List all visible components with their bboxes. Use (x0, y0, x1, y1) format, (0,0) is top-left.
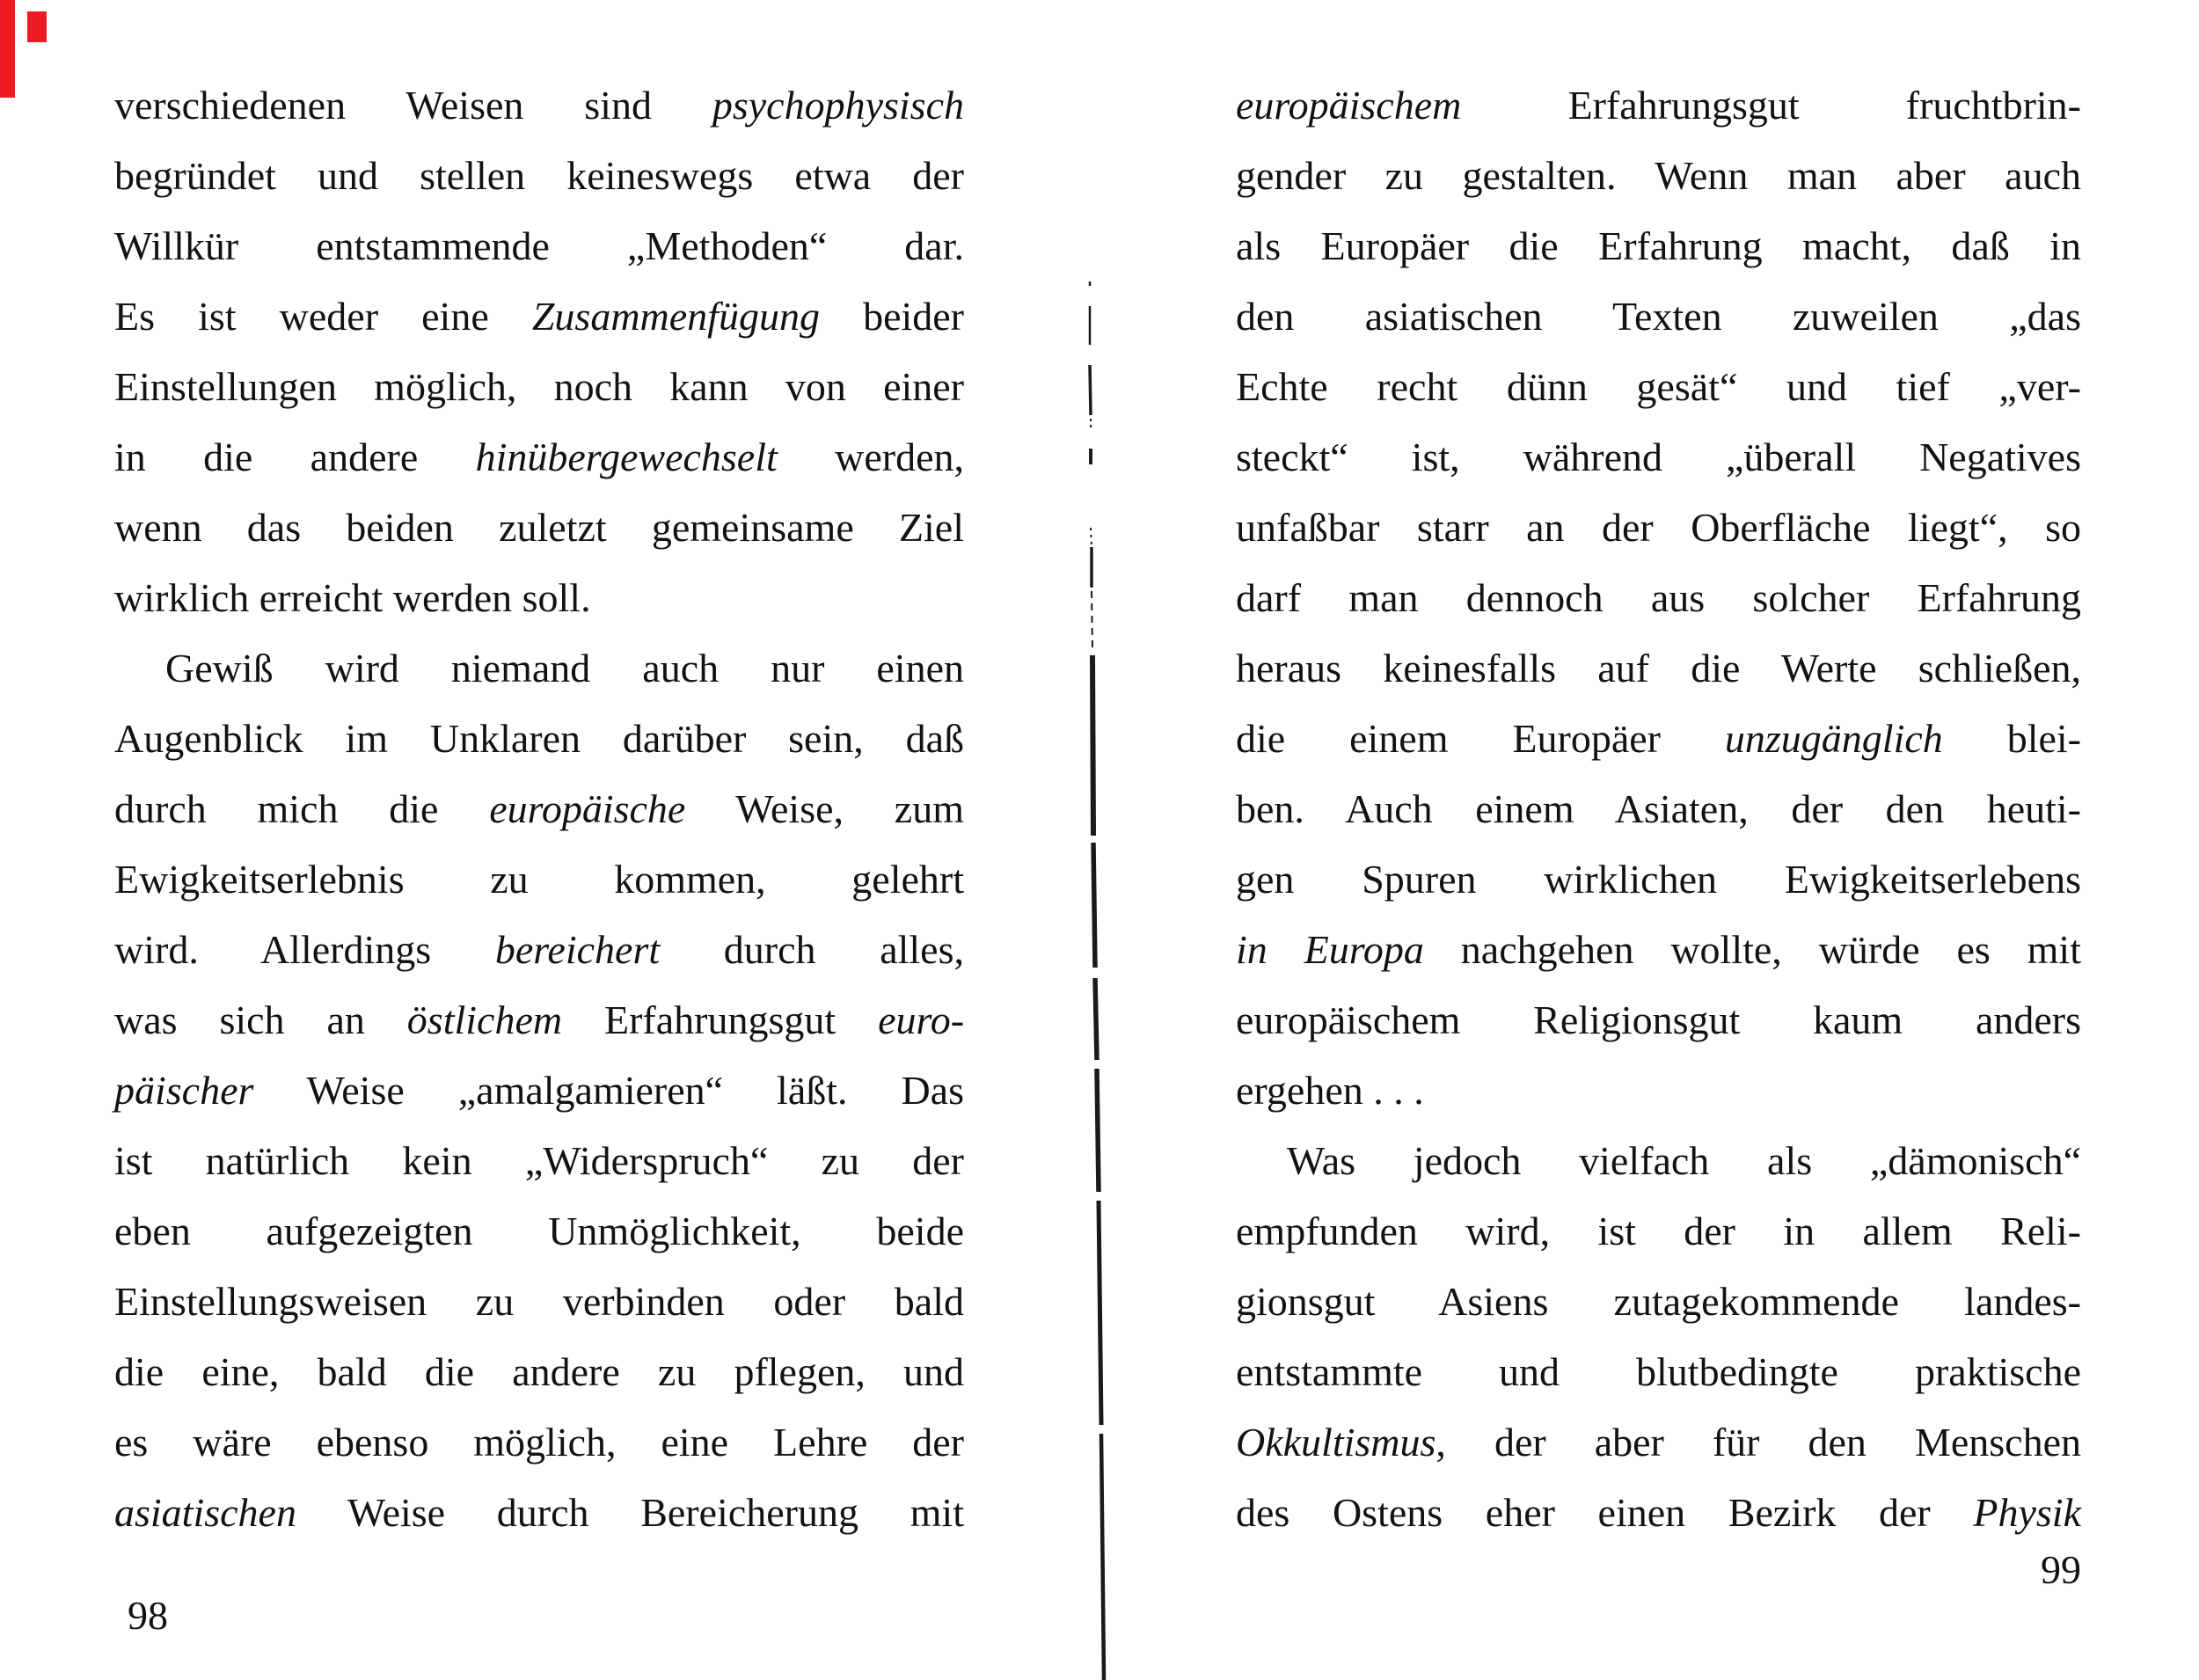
text-run: empfunden wird, ist der in allem Reli- (1236, 1209, 2081, 1253)
italic-text-run: Zusammenfügung (531, 294, 820, 339)
italic-text-run: europäische (489, 786, 686, 831)
text-line (114, 1407, 964, 1478)
text-run: als Europäer die Erfahrung macht, daß in (1236, 223, 2081, 268)
text-run: ergehen . . . (1236, 1068, 1424, 1113)
text-run: die eine, bald die andere zu pflegen, und (114, 1349, 964, 1394)
italic-text-run: Physik (1973, 1490, 2081, 1535)
text-run: europäischem Religionsgut kaum anders (1236, 997, 2081, 1042)
text-run: es wäre ebenso möglich, eine Lehre der (114, 1420, 964, 1465)
text-run: Willkür entstammende „Methoden“ dar. (114, 223, 964, 268)
text-run: Augenblick im Unklaren darüber sein, daß (114, 716, 964, 761)
italic-text-run: psychophysisch (712, 83, 964, 128)
text-run: heraus keinesfalls auf die Werte schließen, (1236, 646, 2081, 690)
text-line (1236, 1055, 2081, 1126)
text-run: durch alles, (660, 927, 964, 972)
text-run: Einstellungsweisen zu verbinden oder bald (114, 1279, 964, 1324)
text-run: , der aber für den Menschen (1436, 1420, 2081, 1465)
text-line (114, 141, 964, 211)
text-run: Erfahrungsgut fruchtbrin- (1461, 83, 2081, 128)
text-line (1236, 352, 2081, 422)
text-line (114, 352, 964, 422)
italic-text-run: asiatischen (114, 1490, 296, 1535)
text-line (1236, 844, 2081, 915)
page-number-98: 98 (128, 1593, 168, 1638)
text-line (1236, 1407, 2081, 1478)
text-line (1236, 1267, 2081, 1337)
text-run: blei- (1942, 716, 2082, 761)
text-run: in die andere (114, 435, 476, 479)
text-run: gender zu gestalten. Wenn man aber auch (1236, 153, 2081, 198)
text-line (114, 422, 964, 493)
text-run: werden, (777, 435, 964, 479)
text-line (114, 563, 964, 633)
text-line (114, 1126, 964, 1196)
text-run: durch mich die (114, 786, 490, 831)
italic-text-run: östlichem (406, 997, 563, 1042)
page-number-99: 99 (2041, 1547, 2081, 1592)
text-run: Es ist weder eine (114, 294, 532, 339)
text-run: begründet und stellen keineswegs etwa der (114, 153, 964, 198)
text-run: Erfahrungsgut (562, 997, 879, 1042)
text-run: ist natürlich kein „Widerspruch“ zu der (114, 1138, 964, 1183)
text-run: verschiedenen Weisen sind (114, 83, 712, 128)
text-line (1236, 1196, 2081, 1267)
text-line (1236, 1478, 2081, 1548)
text-run: wenn das beiden zuletzt gemeinsame Ziel (114, 505, 964, 550)
text-run: Weise, zum (685, 786, 964, 831)
text-run: Gewiß wird niemand auch nur einen (165, 646, 964, 690)
text-run: gen Spuren wirklichen Ewigkeitserlebens (1236, 857, 2081, 902)
text-line (114, 1267, 964, 1337)
text-line (114, 281, 964, 352)
text-line (114, 211, 964, 281)
text-line (1236, 915, 2081, 985)
text-run: darf man dennoch aus solcher Erfahrung (1236, 575, 2081, 620)
text-run: wirklich erreicht werden soll. (114, 575, 591, 620)
text-line (1236, 1337, 2081, 1407)
page-right-text-column (1236, 70, 2081, 1548)
text-run: nachgehen wollte, würde es mit (1423, 927, 2081, 972)
page-fold-line (1080, 264, 1115, 1680)
text-line (1236, 563, 2081, 633)
text-run: Weise „amalgamieren“ läßt. Das (253, 1068, 964, 1113)
text-line (114, 844, 964, 915)
text-run: den asiatischen Texten zuweilen „das (1236, 294, 2081, 339)
text-run: des Ostens eher einen Bezirk der (1236, 1490, 1974, 1535)
italic-text-run: unzugänglich (1724, 716, 1943, 761)
text-run: unfaßbar starr an der Oberfläche liegt“, so (1236, 505, 2081, 550)
red-corner-bar-artifact (0, 0, 15, 98)
text-line (1236, 1126, 2081, 1196)
text-run: was sich an (114, 997, 407, 1042)
italic-text-run: Okkultismus (1236, 1420, 1436, 1465)
text-line (1236, 70, 2081, 141)
text-run: steckt“ ist, während „überall Negatives (1236, 435, 2081, 479)
text-line (114, 633, 964, 704)
text-line (1236, 422, 2081, 493)
text-line (1236, 141, 2081, 211)
text-line (114, 774, 964, 844)
text-line (114, 1478, 964, 1548)
text-line (114, 493, 964, 563)
text-run: gionsgut Asiens zutagekommende landes- (1236, 1279, 2081, 1324)
text-run: Weise durch Bereicherung mit (296, 1490, 964, 1535)
italic-text-run: in Europa (1236, 927, 1424, 972)
text-line (114, 1337, 964, 1407)
text-run: Einstellungen möglich, noch kann von einer (114, 364, 964, 409)
text-line (114, 915, 964, 985)
text-line (1236, 633, 2081, 704)
text-line (1236, 985, 2081, 1055)
text-line (1236, 281, 2081, 352)
page-left-text-column (114, 70, 964, 1548)
italic-text-run: europäischem (1236, 83, 1462, 128)
text-line (1236, 211, 2081, 281)
text-line (114, 1055, 964, 1126)
text-line (114, 985, 964, 1055)
text-run: Was jedoch vielfach als „dämonisch“ (1287, 1138, 2081, 1183)
text-run: beider (819, 294, 964, 339)
italic-text-run: päischer (114, 1068, 254, 1113)
text-run: eben aufgezeigten Unmöglichkeit, beide (114, 1209, 964, 1253)
text-run: Echte recht dünn gesät“ und tief „ver- (1236, 364, 2081, 409)
italic-text-run: bereichert (494, 927, 661, 972)
text-run: wird. Allerdings (114, 927, 495, 972)
text-run: die einem Europäer (1236, 716, 1725, 761)
text-run: ben. Auch einem Asiaten, der den heuti- (1236, 786, 2081, 831)
text-line (114, 704, 964, 774)
text-run: entstammte und blutbedingte praktische (1236, 1349, 2081, 1394)
text-line (1236, 704, 2081, 774)
text-line (1236, 493, 2081, 563)
red-corner-square-artifact (27, 11, 47, 42)
italic-text-run: euro- (878, 997, 965, 1042)
text-line (1236, 774, 2081, 844)
text-line (114, 1196, 964, 1267)
text-line (114, 70, 964, 141)
italic-text-run: hinübergewechselt (475, 435, 778, 479)
text-run: Ewigkeitserlebnis zu kommen, gelehrt (114, 857, 964, 902)
